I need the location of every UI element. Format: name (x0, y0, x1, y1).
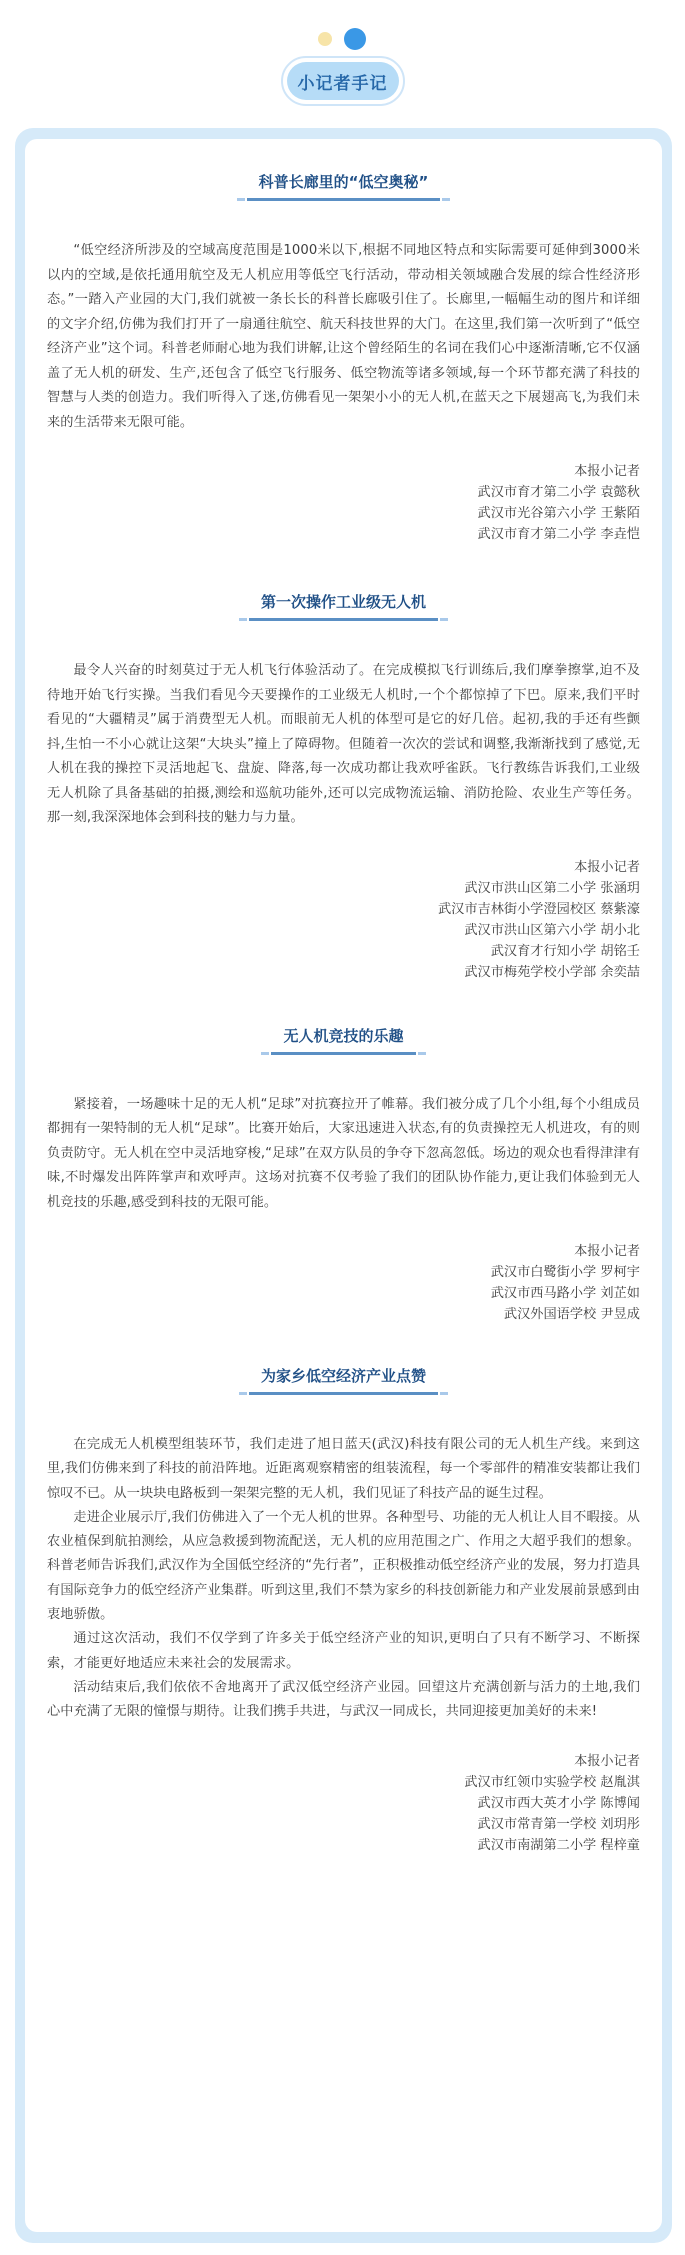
signature-author: 武汉市常青第一学校 刘玥彤 (477, 1816, 640, 1832)
signature-author: 武汉市洪山区第二小学 张涵玥 (464, 880, 640, 896)
article-frame (15, 128, 672, 2243)
signature-label: 本报小记者 (574, 1244, 640, 1259)
signature-label: 本报小记者 (574, 859, 640, 875)
signature-author: 武汉市西马路小学 刘芷如 (490, 1286, 640, 1301)
paragraph: 在完成无人机模型组装环节，我们走进了旭日蓝天(武汉)科技有限公司的无人机生产线。来到这里,我们仿佛来到了科技的前沿阵地。近距离观察精密的组装流程，每一个零部件的精准安装都让我们惊叹不已。从一块块电路板到一架架完整的无人机，我们见证了科技产品的诞生过程。 (47, 1437, 640, 1501)
section-low-altitude-secrets (47, 171, 640, 545)
signature-label: 本报小记者 (574, 464, 640, 479)
section-drone-competition (47, 1025, 640, 1326)
column-badge (281, 56, 405, 106)
signature-author: 武汉育才行知小学 胡铭壬 (490, 943, 640, 959)
signature-author: 武汉市育才第二小学 袁懿秋 (477, 485, 640, 500)
signature-author: 武汉市吉林街小学澄园校区 蔡紫濠 (437, 901, 640, 917)
signature-label: 本报小记者 (574, 1753, 640, 1769)
paragraph: “低空经济所涉及的空域高度范围是1000米以下,根据不同地区特点和实际需要可延伸到3000米以内的空域,是依托通用航空及无人机应用等低空飞行活动，带动相关领域融合发展的综合性经济形态。”一踏入产业园的大门,我们就被一条长长的科普长廊吸引住了。长廊里,一幅幅生动的图片和详细的文字介绍,仿佛为我们打开了一扇通往航空、航天科技世界的大门。在这里,我们第一次听到了“低空经济产业”这个词。科普老师耐心地为我们讲解,让这个曾经陌生的名词在我们心中逐渐清晰,它不仅涵盖了无人机的研发、生产,还包含了低空飞行服务、低空物流等诸多领域,每一个环节都充满了科技的智慧与人类的创造力。我们听得入了迷,仿佛看见一架架小小的无人机,在蓝天之下展翅高飞,为我们未来的生活带来无限可能。 (47, 243, 640, 430)
blue-dot-icon (344, 28, 366, 50)
section-title: 科普长廊里的“低空奥秘” (247, 171, 441, 201)
signature-author: 武汉市梅苑学校小学部 余奕喆 (464, 964, 640, 980)
paragraph: 通过这次活动，我们不仅学到了许多关于低空经济产业的知识,更明白了只有不断学习、不断探索，才能更好地适应未来社会的发展需求。 (47, 1631, 640, 1671)
section-hometown-industry (47, 1365, 640, 1856)
signature-author: 武汉市洪山区第六小学 胡小北 (464, 922, 640, 938)
yellow-dot-icon (318, 32, 332, 46)
paragraph: 走进企业展示厅,我们仿佛进入了一个无人机的世界。各种型号、功能的无人机让人目不暇接。从农业植保到航拍测绘，从应急救援到物流配送，无人机的应用范围之广、作用之大超乎我们的想象。科普老师告诉我们,武汉作为全国低空经济的“先行者”，正积极推动低空经济产业的发展，努力打造具有国际竞争力的低空经济产业集群。听到这里,我们不禁为家乡的科技创新能力和产业发展前景感到由衷地骄傲。 (47, 1509, 640, 1623)
signature-author: 武汉市白鹭街小学 罗柯宇 (490, 1265, 640, 1280)
paragraph: 活动结束后,我们依依不舍地离开了武汉低空经济产业园。回望这片充满创新与活力的土地,我们心中充满了无限的憧憬与期待。让我们携手共进，与武汉一同成长，共同迎接更加美好的未来! (47, 1679, 640, 1720)
signature-author: 武汉市西大英才小学 陈博闻 (477, 1795, 640, 1811)
signature-author: 武汉市红领巾实验学校 赵胤淇 (464, 1774, 640, 1790)
paragraph: 最令人兴奋的时刻莫过于无人机飞行体验活动了。在完成模拟飞行训练后,我们摩拳擦掌,迫不及待地开始飞行实操。当我们看见今天要操作的工业级无人机时,一个个都惊掉了下巴。原来,我们平时看见的“大疆精灵”属于消费型无人机。而眼前无人机的体型可是它的好几倍。起初,我的手还有些颤抖,生怕一不小心就让这架“大块头”撞上了障碍物。但随着一次次的尝试和调整,我渐渐找到了感觉,无人机在我的操控下灵活地起飞、盘旋、降落,每一次成功都让我欢呼雀跃。飞行教练告诉我们,工业级无人机除了具备基础的拍摄,测绘和巡航功能外,还可以完成物流运输、消防抢险、农业生产等任务。那一刻,我深深地体会到科技的魅力与力量。 (47, 663, 640, 825)
section-first-drone-operation (47, 591, 640, 983)
section-title: 无人机竞技的乐趣 (271, 1025, 415, 1055)
column-badge-label: 小记者手记 (287, 62, 399, 100)
section-title: 第一次操作工业级无人机 (249, 591, 438, 621)
signature-block (47, 1751, 640, 1856)
signature-author: 武汉市光谷第六小学 王紫陌 (477, 506, 640, 521)
signature-author: 武汉外国语学校 尹昱成 (503, 1307, 640, 1322)
section-title: 为家乡低空经济产业点赞 (249, 1365, 438, 1395)
article-body (25, 139, 662, 2232)
signature-block (47, 1241, 640, 1325)
signature-block (47, 857, 640, 983)
header (0, 0, 685, 130)
signature-author: 武汉市南湖第二小学 程梓童 (477, 1837, 640, 1853)
decor-dots (318, 28, 366, 50)
signature-author: 武汉市育才第二小学 李垚恺 (477, 527, 640, 542)
signature-block (47, 461, 640, 545)
paragraph: 紧接着，一场趣味十足的无人机“足球”对抗赛拉开了帷幕。我们被分成了几个小组,每个小组成员都拥有一架特制的无人机“足球”。比赛开始后，大家迅速进入状态,有的负责操控无人机进攻，有的则负责防守。无人机在空中灵活地穿梭,“足球”在双方队员的争夺下忽高忽低。场边的观众也看得津津有味,不时爆发出阵阵掌声和欢呼声。这场对抗赛不仅考验了我们的团队协作能力,更让我们体验到无人机竞技的乐趣,感受到科技的无限可能。 (47, 1096, 640, 1210)
